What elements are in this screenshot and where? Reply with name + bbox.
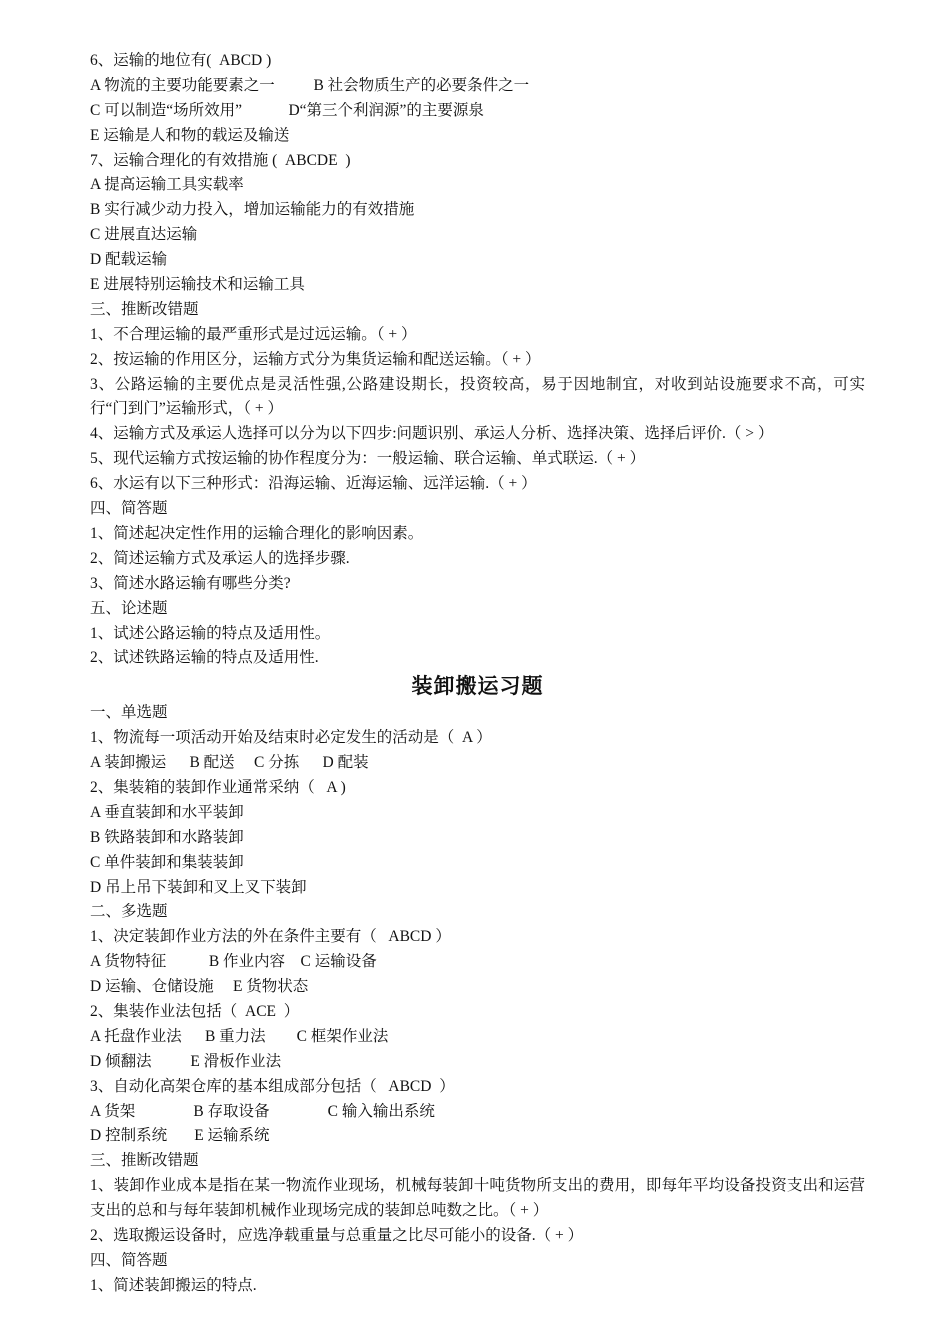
section-heading: 一、单选题 (90, 704, 168, 722)
text-line: E 运输是人和物的载运及输送 (90, 126, 290, 144)
text-line: C 单件装卸和集装装卸 (90, 853, 244, 871)
text-line: 2、集装箱的装卸作业通常采纳（ A ) (90, 778, 346, 796)
text-line: A 装卸搬运 B 配送 C 分拣 D 配装 (90, 754, 369, 772)
text-paragraph: 1、装卸作业成本是指在某一物流作业现场，机械每装卸十吨货物所支出的费用，即每年平均设备投资支出和运营支出的总和与每年装卸机械作业现场完成的装卸总吨数之比。（ + ） (90, 1177, 865, 1220)
text-line: D 运输、仓储设施 E 货物状态 (90, 978, 309, 996)
section-heading: 四、简答题 (90, 500, 168, 518)
text-line: 6、水运有以下三种形式：沿海运输、近海运输、远洋运输.（ + ） (90, 475, 537, 493)
section-heading: 四、简答题 (90, 1251, 168, 1269)
text-line: 2、试述铁路运输的特点及适用性. (90, 649, 319, 667)
text-line: 2、选取搬运设备时，应选净载重量与总重量之比尽可能小的设备.（ + ） (90, 1227, 584, 1245)
text-line: 6、运输的地位有( ABCD ) (90, 52, 272, 69)
text-line: E 进展特别运输技术和运输工具 (90, 276, 305, 294)
section-loading-unloading (90, 701, 865, 1298)
text-line: 7、运输合理化的有效措施 ( ABCDE ) (90, 151, 351, 169)
text-line: 2、简述运输方式及承运人的选择步骤. (90, 549, 350, 567)
text-line: D 吊上吊下装卸和叉上叉下装卸 (90, 878, 307, 896)
text-line: 1、简述起决定性作用的运输合理化的影响因素。 (90, 524, 424, 542)
text-line: B 实行减少动力投入，增加运输能力的有效措施 (90, 201, 415, 219)
text-line: 4、运输方式及承运人选择可以分为以下四步:问题识别、承运人分析、选择决策、选择后评价.（ > ） (90, 425, 774, 443)
text-line: A 提高运输工具实载率 (90, 176, 244, 194)
text-line: D 配载运输 (90, 251, 168, 269)
text-line: 2、集装作业法包括（ ACE ） (90, 1002, 300, 1020)
text-line: A 货物特征 B 作业内容 C 运输设备 (90, 953, 377, 971)
text-line: 1、物流每一项活动开始及结束时必定发生的活动是（ A ） (90, 729, 492, 747)
text-paragraph: 3、公路运输的主要优点是灵活性强,公路建设期长，投资较高，易于因地制宜，对收到站设施要求不高，可实行“门到门”运输形式，（ + ） (90, 375, 865, 418)
text-line: A 托盘作业法 B 重力法 C 框架作业法 (90, 1027, 389, 1045)
text-line: C 可以制造“场所效用” D“第三个利润源”的主要源泉 (90, 101, 484, 119)
section-heading: 二、多选题 (90, 903, 168, 921)
section-transport-continued (90, 49, 865, 671)
text-line: A 物流的主要功能要素之一 B 社会物质生产的必要条件之一 (90, 76, 530, 94)
document-title: 装卸搬运习题 (411, 674, 544, 699)
text-line: 3、简述水路运输有哪些分类? (90, 574, 291, 592)
text-line: 5、现代运输方式按运输的协作程度分为：一般运输、联合运输、单式联运.（ + ） (90, 450, 646, 468)
text-line: A 货架 B 存取设备 C 输入输出系统 (90, 1102, 435, 1120)
text-line: 1、决定装卸作业方法的外在条件主要有（ ABCD ） (90, 928, 451, 946)
text-line: 3、自动化高架仓库的基本组成部分包括（ ABCD ） (90, 1077, 455, 1095)
section-heading: 五、论述题 (90, 599, 168, 617)
text-line: B 铁路装卸和水路装卸 (90, 828, 244, 846)
document-page (90, 49, 865, 1299)
section-heading: 三、推断改错题 (90, 300, 199, 318)
text-line: 1、试述公路运输的特点及适用性。 (90, 624, 331, 642)
text-line: 2、按运输的作用区分，运输方式分为集货运输和配送运输。（ + ） (90, 350, 541, 368)
text-line: D 控制系统 E 运输系统 (90, 1127, 270, 1145)
text-line: 1、简述装卸搬运的特点. (90, 1276, 257, 1294)
text-line: C 进展直达运输 (90, 226, 198, 244)
section-heading: 三、推断改错题 (90, 1152, 199, 1170)
text-line: D 倾翻法 E 滑板作业法 (90, 1052, 282, 1070)
text-line: 1、不合理运输的最严重形式是过远运输。（ + ） (90, 325, 417, 343)
text-line: A 垂直装卸和水平装卸 (90, 803, 244, 821)
